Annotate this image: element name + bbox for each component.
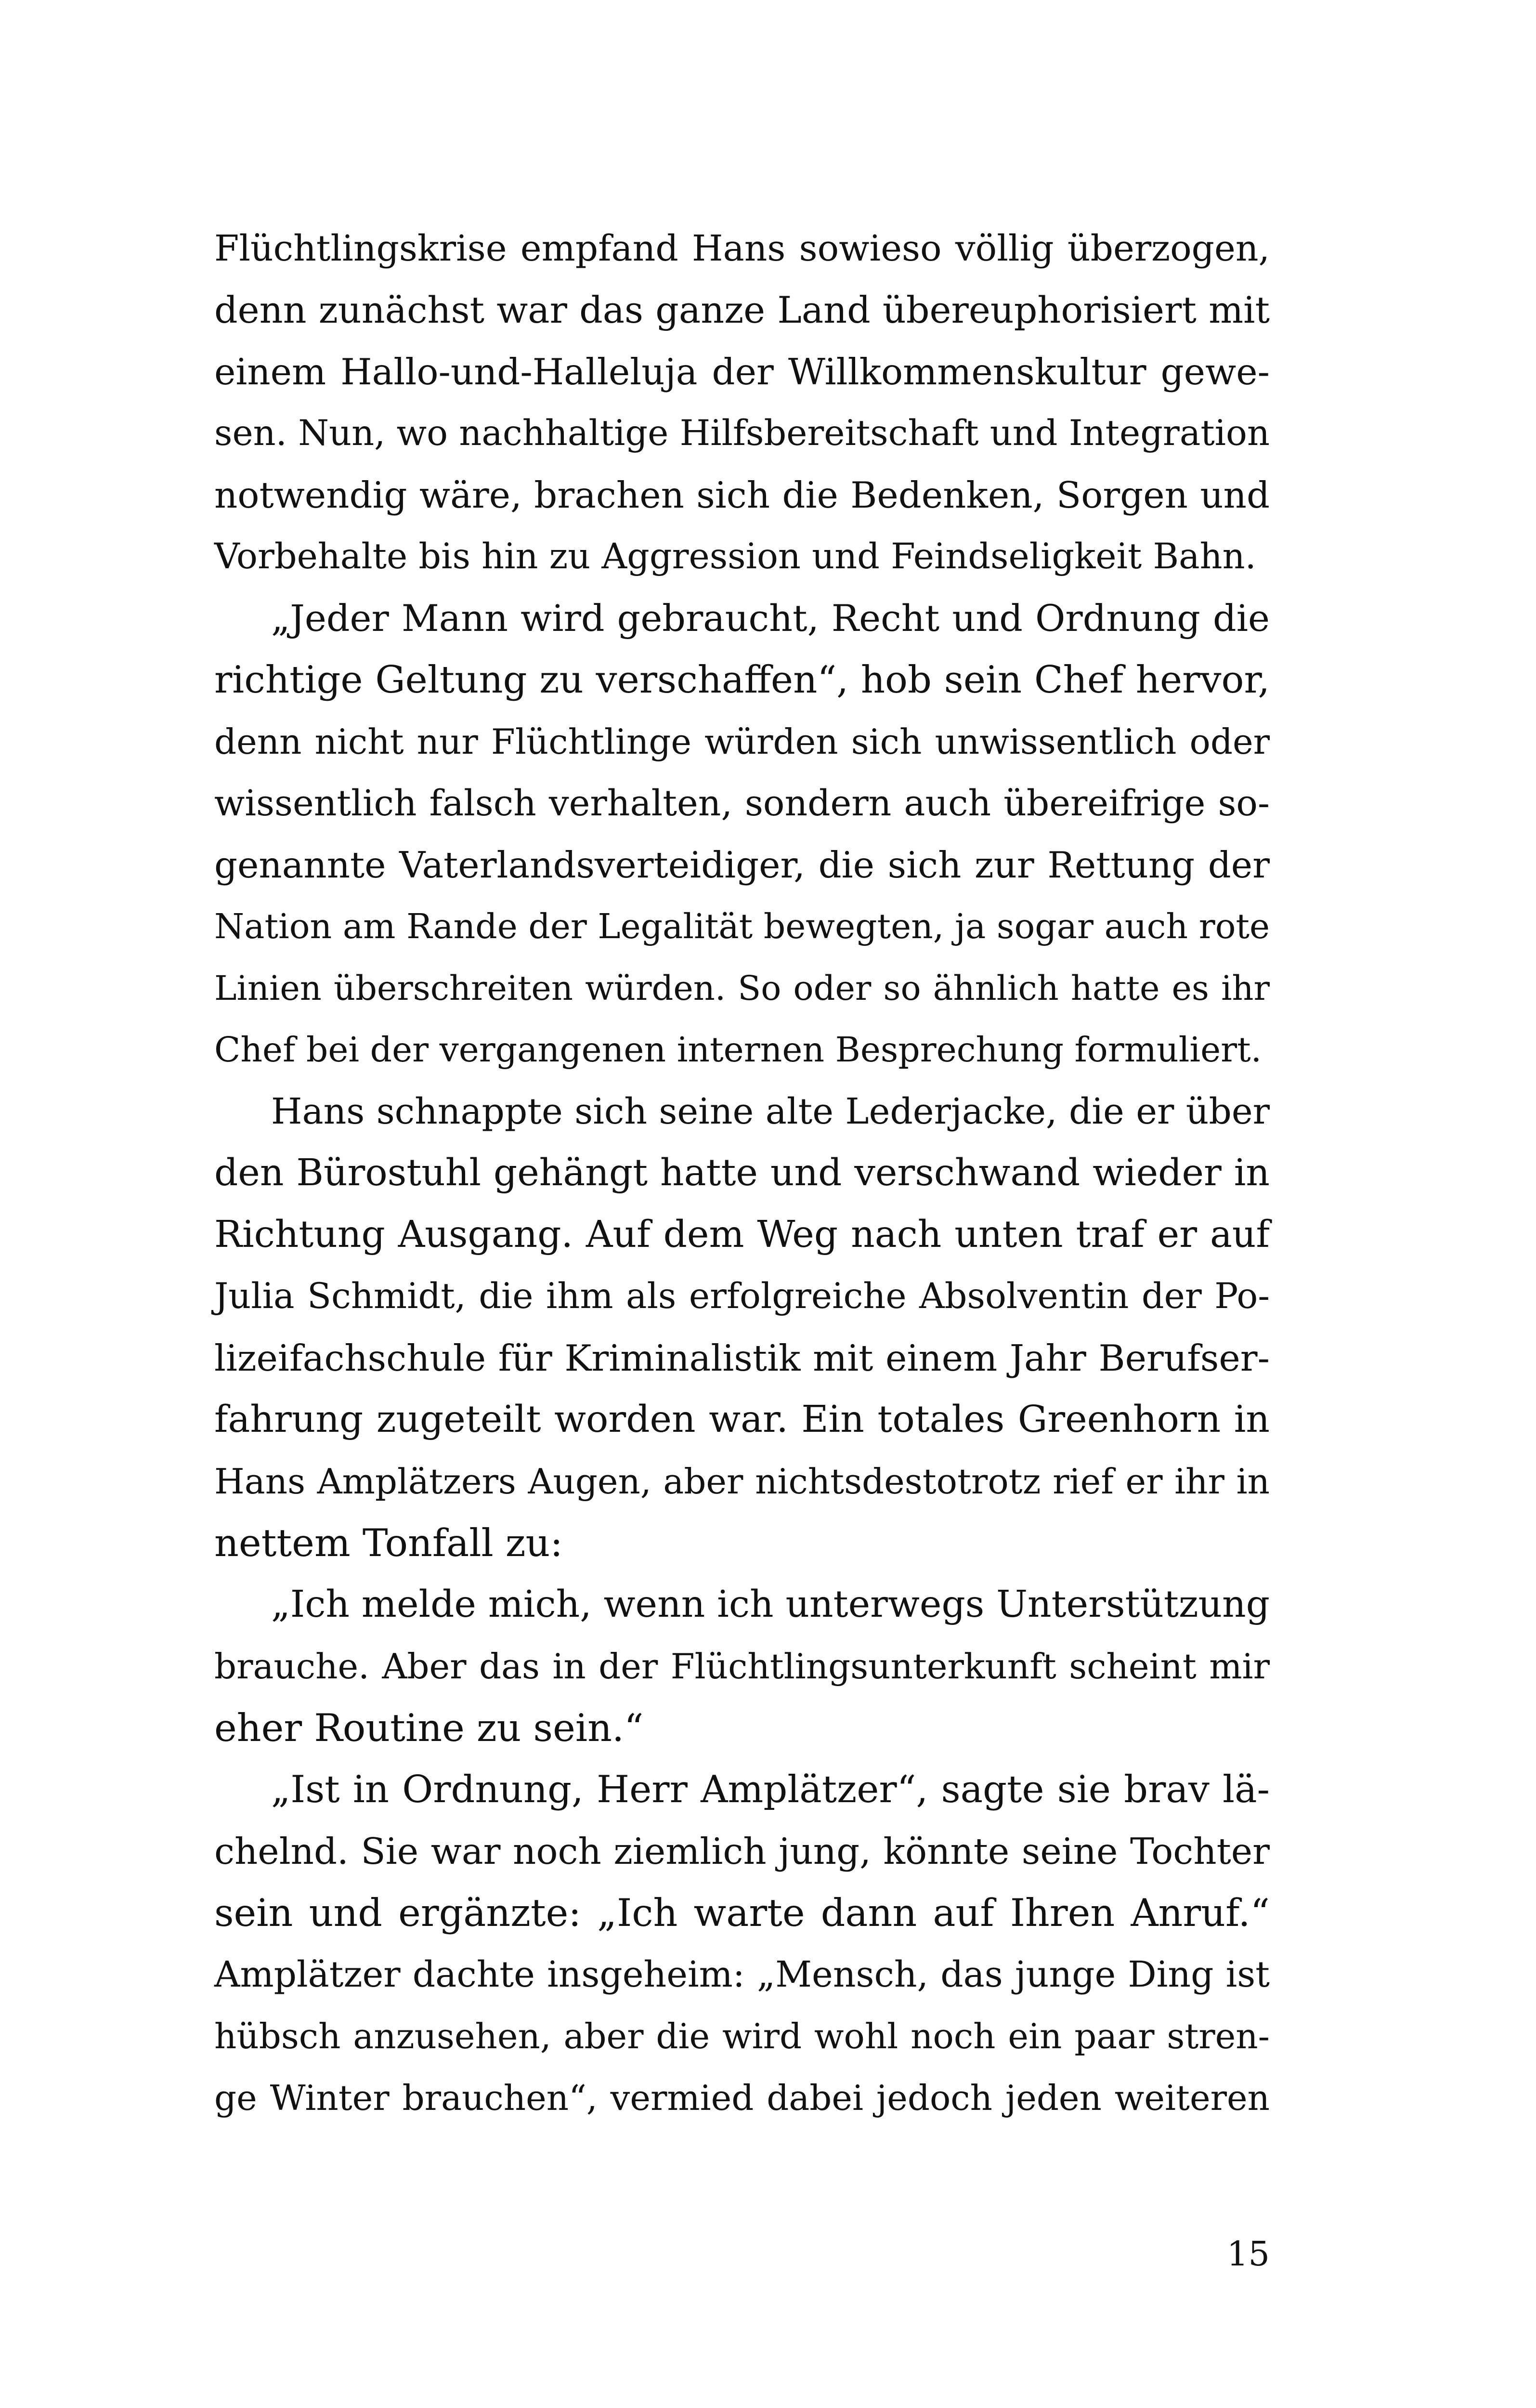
text-line: „Ist in Ordnung, Herr Amplätzer“, sagte sie brav lä-: [271, 1768, 1270, 1811]
text-line: Amplätzer dachte insgeheim: „Mensch, das junge Ding ist: [214, 1954, 1270, 1995]
text-line: wissentlich falsch verhalten, sondern auch übereifrige so-: [214, 783, 1270, 824]
text-line: Hans schnappte sich seine alte Lederjacke, die er über: [271, 1091, 1270, 1132]
text-line: „Jeder Mann wird gebraucht, Recht und Ordnung die: [271, 597, 1270, 640]
page-number: 15: [1226, 2234, 1270, 2274]
text-line: den Bürostuhl gehängt hatte und verschwand wieder in: [214, 1152, 1270, 1194]
text-line: lizeifachschule für Kriminalistik mit einem Jahr Berufser-: [214, 1337, 1270, 1379]
text-line: Flüchtlingskrise empfand Hans sowieso völlig überzogen,: [214, 228, 1270, 269]
text-line: Julia Schmidt, die ihm als erfolgreiche Absolventin der Po-: [214, 1276, 1270, 1317]
text-line: Hans Amplätzers Augen, aber nichtsdestotrotz rief er ihr in: [214, 1461, 1270, 1502]
text-line: notwendig wäre, brachen sich die Bedenken, Sorgen und: [214, 474, 1270, 516]
body-text: [214, 218, 1270, 2129]
text-line: Linien überschreiten würden. So oder so ähnlich hatte es ihr: [214, 968, 1270, 1008]
text-line: eher Routine zu sein.“: [214, 1706, 644, 1750]
text-line: „Ich melde mich, wenn ich unterwegs Unterstützung: [271, 1583, 1270, 1626]
text-line: Richtung Ausgang. Auf dem Weg nach unten traf er auf: [214, 1213, 1270, 1256]
text-line: ge Winter brauchen“, vermied dabei jedoch jeden weiteren: [214, 2078, 1270, 2118]
text-line: denn nicht nur Flüchtlinge würden sich unwissentlich oder: [214, 721, 1270, 762]
text-line: richtige Geltung zu verschaffen“, hob sein Chef hervor,: [214, 658, 1270, 702]
text-line: einem Hallo-und-Halleluja der Willkommenskultur gewe-: [214, 351, 1270, 393]
text-line: brauche. Aber das in der Flüchtlingsunterkunft scheint mir: [214, 1646, 1270, 1687]
text-line: hübsch anzusehen, aber die wird wohl noch ein paar stren-: [214, 2016, 1270, 2056]
text-line: nettem Tonfall zu:: [214, 1521, 563, 1565]
text-line: sen. Nun, wo nachhaltige Hilfsbereitschaft und Integration: [214, 413, 1270, 454]
text-line: Nation am Rande der Legalität bewegten, ja sogar auch rote: [214, 906, 1270, 946]
text-line: denn zunächst war das ganze Land übereuphorisiert mit: [214, 288, 1270, 331]
text-line: sein und ergänzte: „Ich warte dann auf Ihren Anruf.“: [214, 1891, 1270, 1935]
text-line: fahrung zugeteilt worden war. Ein totales Greenhorn in: [214, 1398, 1270, 1441]
text-line: Vorbehalte bis hin zu Aggression und Feindseligkeit Bahn.: [214, 536, 1256, 577]
text-line: Chef bei der vergangenen internen Besprechung formuliert.: [214, 1030, 1262, 1070]
text-line: genannte Vaterlandsverteidiger, die sich zur Rettung der: [214, 844, 1270, 886]
text-line: chelnd. Sie war noch ziemlich jung, könnte seine Tochter: [214, 1830, 1270, 1872]
